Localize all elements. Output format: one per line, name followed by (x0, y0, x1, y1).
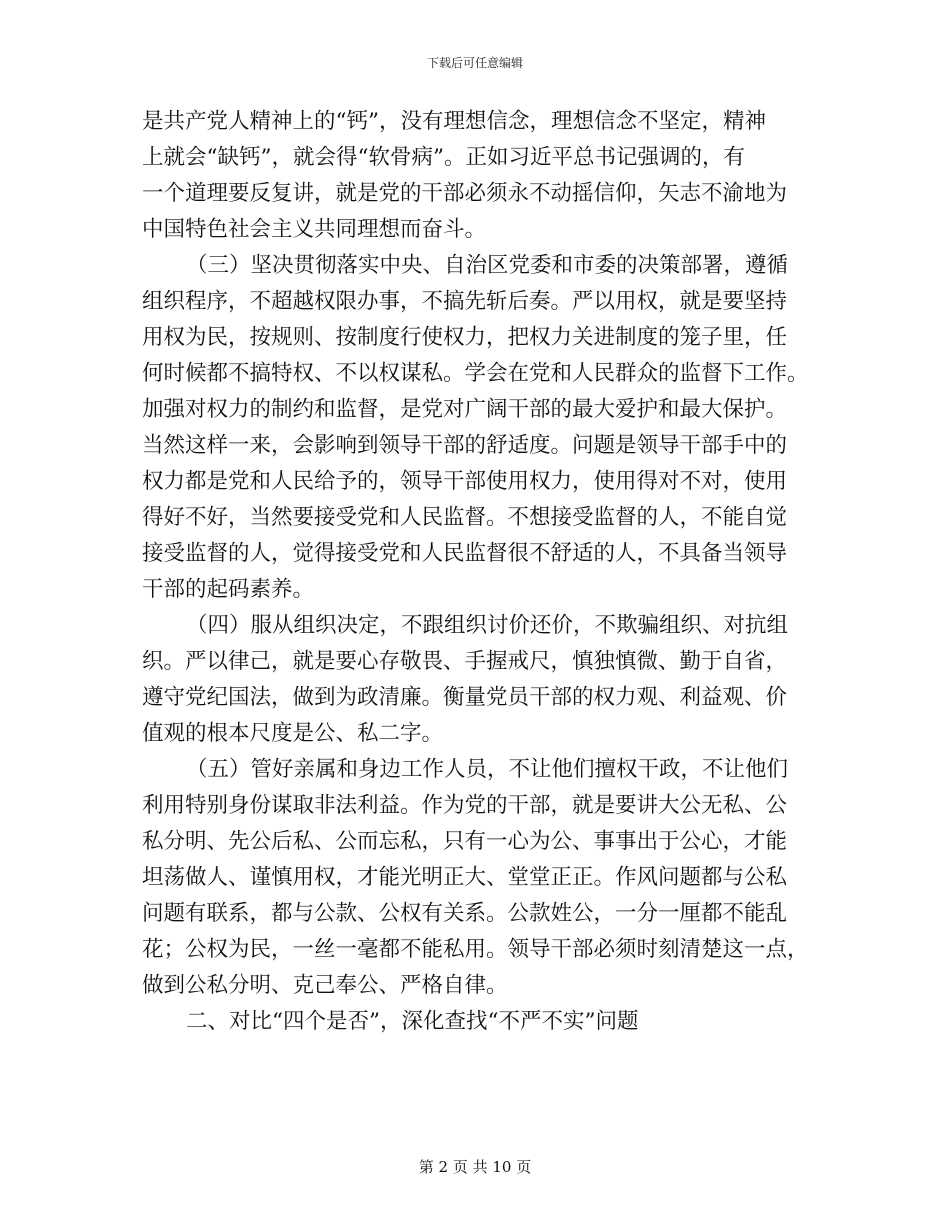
body-line: 用权为民，按规则、按制度行使权力，把权力关进制度的笼子里，任 (142, 325, 788, 350)
page-footer: 第 2 页 共 10 页 (418, 1158, 532, 1176)
body-line: 上就会“缺钙”，就会得“软骨病”。正如习近平总书记强调的，有 (142, 145, 745, 170)
body-line: 花；公权为民，一丝一毫都不能私用。领导干部必须时刻清楚这一点， (142, 937, 809, 962)
body-line: 权力都是党和人民给予的，领导干部使用权力，使用得对不对，使用 (142, 469, 788, 494)
body-line: 得好不好，当然要接受党和人民监督。不想接受监督的人，不能自觉 (142, 505, 788, 530)
paragraph-start-line: （五）管好亲属和身边工作人员，不让他们擅权干政，不让他们 (186, 757, 789, 782)
section-heading: 二、对比“四个是否”，深化查找“不严不实”问题 (186, 1009, 639, 1034)
body-line: 何时候都不搞特权、不以权谋私。学会在党和人民群众的监督下工作。 (142, 361, 809, 386)
paragraph-start-line: （四）服从组织决定，不跟组织讨价还价，不欺骗组织、对抗组 (186, 613, 789, 638)
body-line: 问题有联系，都与公款、公权有关系。公款姓公，一分一厘都不能乱 (142, 901, 788, 926)
body-line: 中国特色社会主义共同理想而奋斗。 (142, 217, 487, 242)
body-line: 是共产党人精神上的“钙”，没有理想信念，理想信念不坚定，精神 (142, 109, 766, 134)
body-line: 加强对权力的制约和监督，是党对广阔干部的最大爱护和最大保护。 (142, 397, 788, 422)
paragraph-start-line: （三）坚决贯彻落实中央、自治区党委和市委的决策部署，遵循 (186, 253, 789, 278)
body-line: 利用特别身份谋取非法利益。作为党的干部，就是要讲大公无私、公 (142, 793, 788, 818)
page-header: 下载后可任意编辑 (426, 56, 523, 70)
body-line: 接受监督的人，觉得接受党和人民监督很不舒适的人，不具备当领导 (142, 541, 788, 566)
body-line: 遵守党纪国法，做到为政清廉。衡量党员干部的权力观、利益观、价 (142, 685, 788, 710)
body-line: 组织程序，不超越权限办事，不搞先斩后奏。严以用权，就是要坚持 (142, 289, 788, 314)
body-line: 做到公私分明、克己奉公、严格自律。 (142, 973, 508, 998)
body-line: 织。严以律己，就是要心存敬畏、手握戒尺，慎独慎微、勤于自省， (142, 649, 788, 674)
body-line: 私分明、先公后私、公而忘私，只有一心为公、事事出于公心，才能 (142, 829, 788, 854)
body-line: 干部的起码素养。 (142, 577, 315, 602)
body-line: 一个道理要反复讲，就是党的干部必须永不动摇信仰，矢志不渝地为 (142, 181, 788, 206)
body-line: 当然这样一来，会影响到领导干部的舒适度。问题是领导干部手中的 (142, 433, 788, 458)
document-body (142, 104, 808, 1040)
body-line: 值观的根本尺度是公、私二字。 (142, 721, 444, 746)
body-line: 坦荡做人、谨慎用权，才能光明正大、堂堂正正。作风问题都与公私 (142, 865, 788, 890)
